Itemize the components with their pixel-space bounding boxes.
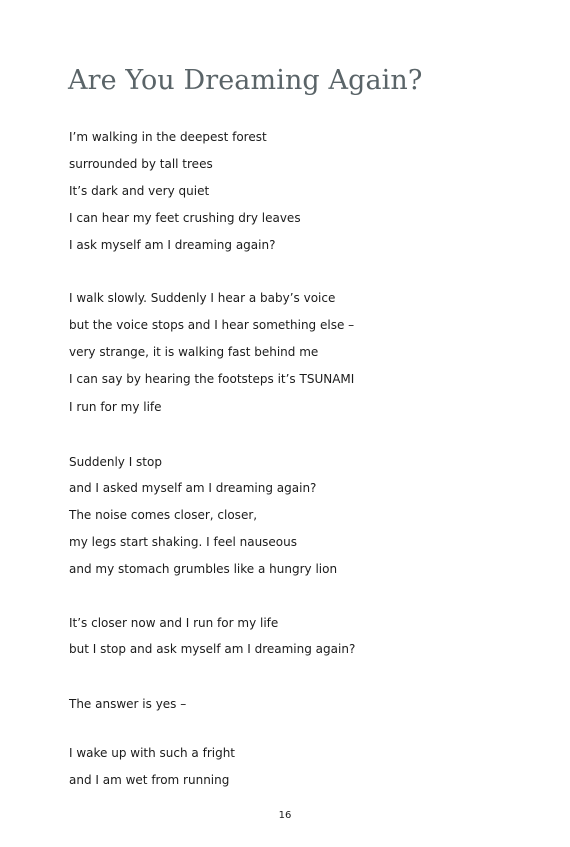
poem-line: Suddenly I stop	[69, 455, 162, 469]
poem-line: and I asked myself am I dreaming again?	[69, 481, 317, 495]
poem-line: It’s closer now and I run for my life	[69, 616, 279, 630]
poem-line: I can say by hearing the footsteps it’s TSUNAMI	[69, 372, 355, 386]
poem-line: I’m walking in the deepest forest	[69, 130, 267, 144]
poem-line: The noise comes closer, closer,	[69, 508, 258, 522]
poem-title: Are You Dreaming Again?	[68, 65, 423, 96]
poem-line: surrounded by tall trees	[69, 157, 213, 171]
poem-line: I ask myself am I dreaming again?	[69, 238, 276, 252]
poem-line: I can hear my feet crushing dry leaves	[69, 211, 301, 225]
page-number: 16	[278, 810, 292, 821]
poem-line: very strange, it is walking fast behind me	[69, 345, 319, 359]
poem-line: It’s dark and very quiet	[69, 184, 210, 198]
poem-line: I run for my life	[69, 400, 162, 414]
poem-line: but I stop and ask myself am I dreaming again?	[69, 642, 356, 656]
poem-line: I walk slowly. Suddenly I hear a baby’s voice	[69, 291, 336, 305]
poem-line: and I am wet from running	[69, 773, 230, 787]
poem-line: I wake up with such a fright	[69, 746, 236, 760]
poem-line: and my stomach grumbles like a hungry lion	[69, 562, 338, 576]
poem-line: but the voice stops and I hear something else –	[69, 318, 355, 332]
poem-line: The answer is yes –	[69, 697, 187, 711]
poem-line: my legs start shaking. I feel nauseous	[69, 535, 298, 549]
